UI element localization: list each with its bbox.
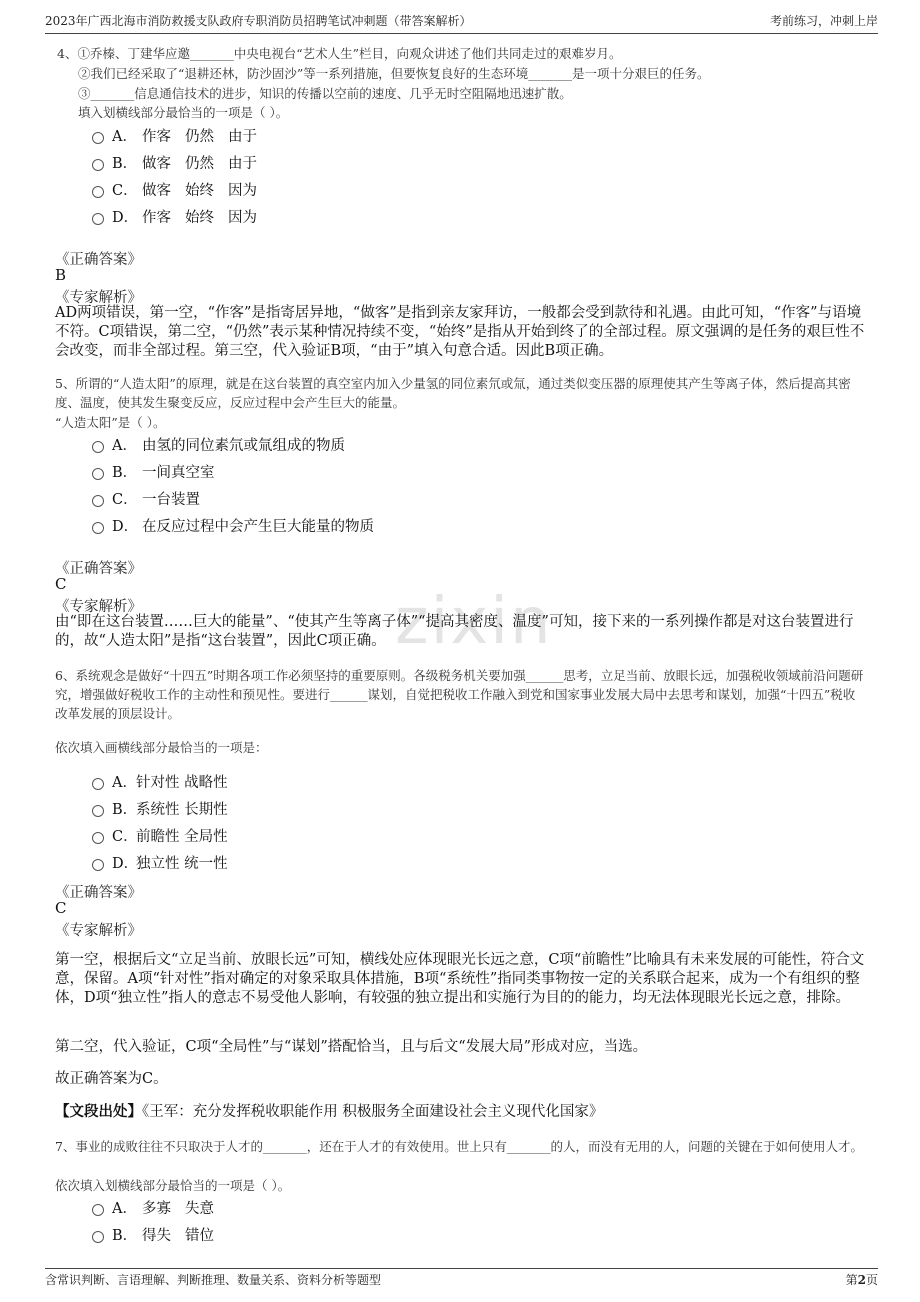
q7-option-b[interactable]: B． 得失 错位 bbox=[92, 1224, 228, 1245]
q5-analysis-label: 《专家解析》 bbox=[55, 599, 142, 615]
q4-line2: ②我们已经采取了“退耕还林，防沙固沙”等一系列措施，但要恢复良好的生态环境_______是一项十分艰巨的任务。 bbox=[78, 66, 710, 81]
q6-source bbox=[55, 1102, 867, 1122]
q6-prompt: 依次填入画横线部分最恰当的一项是： bbox=[55, 740, 268, 755]
q6-answer-label: 《正确答案》 bbox=[55, 885, 142, 901]
radio-icon[interactable] bbox=[92, 495, 104, 507]
radio-icon[interactable] bbox=[92, 859, 104, 871]
radio-icon[interactable] bbox=[92, 778, 104, 790]
q6-analysis-label: 《专家解析》 bbox=[55, 923, 142, 939]
q5-stem: 5、所谓的“人造太阳”的原理，就是在这台装置的真空室内加入少量氢的同位素氘或氚，通过类似变压器的原理使其产生等离子体，然后提高其密度、温度，使其发生聚变反应，反应过程中会产生巨大的能量。 bbox=[55, 376, 851, 410]
q6-analysis-p1: 第一空，根据后文“立足当前、放眼长远”可知，横线处应体现眼光长远之意，C项“前瞻性”比喻具有未来发展的可能性，符合文意，保留。A项“针对性”指对确定的对象采取具体措施，B项“系统性”指同类事物按一定的关系联合起来，成为一个有组织的整体，D项“独立性”指人的意志不易受他人影响，有较强的独立提出和实施行为目的的能力，均无法体现眼光长远之意，排除。 bbox=[55, 952, 865, 1006]
source-label: 【文段出处】 bbox=[55, 1103, 142, 1120]
q4-analysis: AD两项错误，第一空，“作客”是指寄居异地，“做客”是指到亲友家拜访，一般都会受到款待和礼遇。由此可知，“作客”与语境不符。C项错误，第二空，“仍然”表示某种情况持续不变，“始终”是指从开始到终了的全部过程。原文强调的是任务的艰巨性不会改变，而非全部过程。第三空，代入验证B项，“由于”填入句意合适。因此B项正确。 bbox=[55, 305, 865, 359]
radio-icon[interactable] bbox=[92, 441, 104, 453]
q6-option-c[interactable]: C．前瞻性 全局性 bbox=[92, 825, 228, 846]
q5-answer: C bbox=[55, 575, 67, 593]
q7-stem: 7、事业的成败往往不只取决于人才的_______，还在于人才的有效使用。世上只有_______的人，而没有无用的人，问题的关键在于如何使用人才。 bbox=[55, 1139, 863, 1154]
q5-option-d[interactable]: D． 在反应过程中会产生巨大能量的物质 bbox=[92, 515, 374, 536]
watermark: zixin bbox=[395, 585, 553, 659]
q5-option-c[interactable]: C． 一台装置 bbox=[92, 488, 200, 509]
q4-answer: B bbox=[55, 266, 67, 284]
radio-icon[interactable] bbox=[92, 832, 104, 844]
radio-icon[interactable] bbox=[92, 186, 104, 198]
q4-line3: ③_______信息通信技术的进步，知识的传播以空前的速度、几乎无时空阻隔地迅速扩散。 bbox=[78, 86, 572, 101]
q6-option-d[interactable]: D．独立性 统一性 bbox=[92, 852, 228, 873]
page-number: 第2页 bbox=[845, 1273, 878, 1287]
radio-icon[interactable] bbox=[92, 805, 104, 817]
q7-prompt: 依次填入划横线部分最恰当的一项是（ ）。 bbox=[55, 1178, 291, 1193]
radio-icon[interactable] bbox=[92, 1231, 104, 1243]
q5-answer-label: 《正确答案》 bbox=[55, 561, 142, 577]
radio-icon[interactable] bbox=[92, 1204, 104, 1216]
header-slogan: 考前练习，冲刺上岸 bbox=[769, 14, 878, 28]
radio-icon[interactable] bbox=[92, 522, 104, 534]
q4-option-b[interactable]: B． 做客 仍然 由于 bbox=[92, 152, 271, 173]
q6-analysis-p3: 故正确答案为C。 bbox=[55, 1071, 168, 1087]
q4-line1: 4、①乔榛、丁建华应邀_______中央电视台“艺术人生”栏目，向观众讲述了他们共同走过的艰难岁月。 bbox=[57, 46, 622, 61]
radio-icon[interactable] bbox=[92, 213, 104, 225]
q7-option-a[interactable]: A． 多寡 失意 bbox=[92, 1197, 228, 1218]
radio-icon[interactable] bbox=[92, 159, 104, 171]
q5-analysis: 由“即在这台装置……巨大的能量”、“使其产生等离子体”“提高其密度、温度”可知，接下来的一系列操作都是对这台装置进行的，故“人造太阳”是指“这台装置”，因此C项正确。 bbox=[55, 614, 854, 649]
page-header bbox=[45, 12, 878, 32]
source-text: 《王军：充分发挥税收职能作用 积极服务全面建设社会主义现代化国家》 bbox=[142, 1104, 604, 1120]
footer-divider bbox=[45, 1268, 878, 1269]
q4-prompt: 填入划横线部分最恰当的一项是（ ）。 bbox=[78, 105, 289, 120]
radio-icon[interactable] bbox=[92, 132, 104, 144]
q6-stem: 6、系统观念是做好“十四五”时期各项工作必须坚持的重要原则。各级税务机关要加强______思考，立足当前、放眼长远，加强税收领域前沿问题研究，增强做好税收工作的主动性和预见性。要进行______谋划，自觉把税收工作融入到党和国家事业发展大局中去思考和谋划，加强“十四五”税收改革发展的顶层设计。 bbox=[55, 668, 864, 721]
q4-option-d[interactable]: D． 作客 始终 因为 bbox=[92, 206, 271, 227]
q6-option-a[interactable]: A．针对性 战略性 bbox=[92, 771, 228, 792]
header-title: 2023年广西北海市消防救援支队政府专职消防员招聘笔试冲刺题（带答案解析） bbox=[45, 14, 472, 28]
q5-prompt: “人造太阳”是（ ）。 bbox=[55, 415, 166, 430]
q6-analysis-p2: 第二空，代入验证，C项“全局性”与“谋划”搭配恰当，且与后文“发展大局”形成对应，当选。 bbox=[55, 1039, 648, 1055]
q6-option-b[interactable]: B．系统性 长期性 bbox=[92, 798, 228, 819]
radio-icon[interactable] bbox=[92, 468, 104, 480]
q4-analysis-label: 《专家解析》 bbox=[55, 290, 142, 306]
header-divider bbox=[45, 33, 878, 34]
footer-text: 含常识判断、言语理解、判断推理、数量关系、资料分析等题型 bbox=[45, 1273, 382, 1287]
q5-option-b[interactable]: B． 一间真空室 bbox=[92, 461, 215, 482]
q4-option-c[interactable]: C． 做客 始终 因为 bbox=[92, 179, 271, 200]
q6-answer: C bbox=[55, 899, 67, 917]
q5-option-a[interactable]: A． 由氢的同位素氘或氚组成的物质 bbox=[92, 434, 345, 455]
q4-option-a[interactable]: A． 作客 仍然 由于 bbox=[92, 125, 271, 146]
q4-answer-label: 《正确答案》 bbox=[55, 252, 142, 268]
